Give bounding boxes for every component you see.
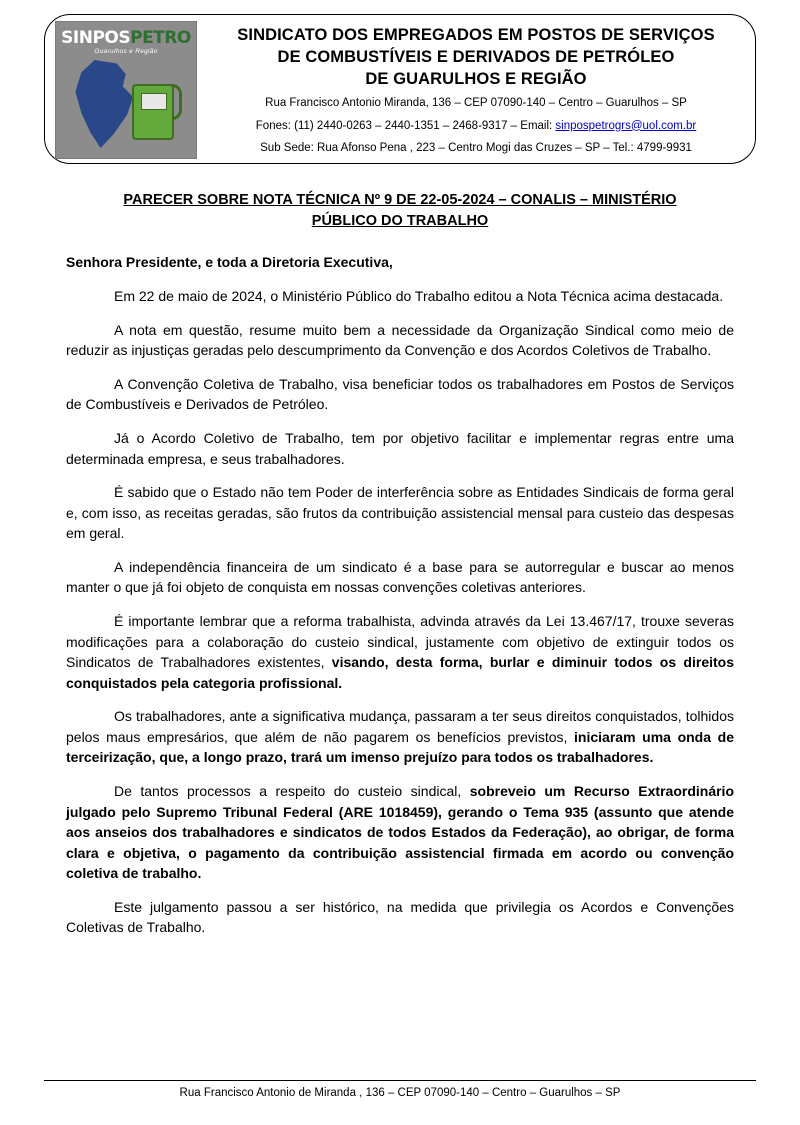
letterhead (44, 14, 756, 164)
footer-divider (44, 1080, 756, 1081)
paragraph-run: Este julgamento passou a ser histórico, na medida que privilegia os Acordos e Convenções Coletivas de Trabalho. (66, 898, 734, 936)
org-contact (207, 118, 745, 135)
body-paragraph (66, 286, 734, 307)
paragraph-run: Os trabalhadores, ante a significativa mudança, passaram a ter seus direitos conquistados, tolhidos pelos maus empresários, que além de não pagarem os benefícios previstos, (66, 708, 734, 745)
logo-wordmark (56, 30, 196, 47)
logo-wordmark-part2: PETRO (130, 28, 191, 48)
paragraph-run-bold: visando, desta forma, burlar e diminuir todos os direitos conquistados pela categoria profissional. (66, 654, 734, 691)
paragraph-run: Em 22 de maio de 2024, o Ministério Público do Trabalho editou a Nota Técnica acima destacada. (114, 288, 724, 305)
logo-wordmark-part1: SINPOS (61, 28, 131, 48)
footer-address: Rua Francisco Antonio de Miranda , 136 – CEP 07090-140 – Centro – Guarulhos – SP (179, 1087, 621, 1099)
paragraph-run: É sabido que o Estado não tem Poder de interferência sobre as Entidades Sindicais de forma geral e, com isso, as receitas geradas, são frutos da contribuição assistencial mensal para custeio das despesas em geral. (66, 484, 734, 542)
org-sub-sede: Sub Sede: Rua Afonso Pena , 223 – Centro Mogi das Cruzes – SP – Tel.: 4799-9931 (260, 141, 692, 154)
letterhead-text (207, 21, 745, 157)
paragraph-run: De tantos processos a respeito do custeio sindical, (114, 783, 470, 800)
paragraph-list (66, 286, 734, 938)
body-paragraph (66, 320, 734, 361)
fuel-pump-body-icon (132, 84, 174, 140)
body-paragraph (66, 781, 734, 884)
paragraph-run: A Convenção Coletiva de Trabalho, visa beneficiar todos os trabalhadores em Postos de Serviços de Combustíveis e Derivados de Petróleo. (66, 375, 734, 413)
paragraph-run: A independência financeira de um sindicato é a base para se autorregular e buscar ao menos manter o que já foi objeto de conquista em nossas convenções coletivas anteriores. (66, 558, 734, 596)
paragraph-run-bold: iniciaram uma onda de terceirização, que, a longo prazo, trará um imenso prejuízo para todos os trabalhadores. (66, 728, 735, 766)
paragraph-run-bold: sobreveio um Recurso Extraordinário julgado pelo Supremo Tribunal Federal (ARE 1018459), gerando o Tema 935 (assunto que atende aos anseios dos trabalhadores e sindicatos de todos Estados da Federação), ao obrigar, de forma clara e objetiva, o pagamento da contribuição assistencial firmada em acordo ou convenção coletiva de trabalho. (66, 783, 734, 882)
paragraph-run: Já o Acordo Coletivo de Trabalho, tem por objetivo facilitar e implementar regras entre uma determinada empresa, e seus trabalhadores. (66, 429, 734, 467)
body-paragraph (66, 482, 734, 544)
body-paragraph (66, 706, 734, 768)
salutation: Senhora Presidente, e toda a Diretoria Executiva, (66, 254, 393, 271)
page-title-line-1: PARECER SOBRE NOTA TÉCNICA Nº 9 DE 22-05-2024 – CONALIS – MINISTÉRIO (123, 192, 677, 208)
org-name-line-1: SINDICATO DOS EMPREGADOS EM POSTOS DE SERVIÇOS (237, 26, 715, 44)
body-paragraph (66, 897, 734, 938)
fuel-pump-screen-icon (141, 93, 167, 110)
org-address: Rua Francisco Antonio Miranda, 136 – CEP 07090-140 – Centro – Guarulhos – SP (265, 97, 687, 110)
body-paragraph (66, 557, 734, 598)
body-paragraph (66, 611, 734, 693)
org-name-line-2: DE COMBUSTÍVEIS E DERIVADOS DE PETRÓLEO (277, 47, 675, 66)
paragraph-run: A nota em questão, resume muito bem a necessidade da Organização Sindical como meio de reduzir as injustiças geradas pelo descumprimento da Convenção e dos Acordos Coletivos de Trabalho. (66, 321, 734, 359)
page-footer (44, 1080, 756, 1099)
body-paragraph (66, 374, 734, 415)
page-title (44, 190, 756, 232)
org-phones: Fones: (11) 2440-0263 – 2440-1351 – 2468-9317 – Email: (255, 119, 556, 132)
org-email-link[interactable]: sinpospetrogrs@uol.com.br (555, 119, 697, 132)
page-title-line-2: PÚBLICO DO TRABALHO (311, 213, 489, 230)
document-body (44, 254, 756, 938)
paragraph-run: É importante lembrar que a reforma trabalhista, advinda através da Lei 13.467/17, trouxe severas modificações para a colaboração do custeio sindical, justamente com objetivo de extinguir todos os Sindicatos de Trabalhadores existentes, (66, 612, 734, 671)
union-logo (55, 21, 197, 159)
brazil-map-icon (68, 60, 142, 148)
logo-tagline: Guarulhos e Região (94, 48, 158, 55)
fuel-pump-icon (132, 78, 182, 140)
body-paragraph (66, 428, 734, 469)
org-name-line-3: DE GUARULHOS E REGIÃO (365, 69, 587, 88)
